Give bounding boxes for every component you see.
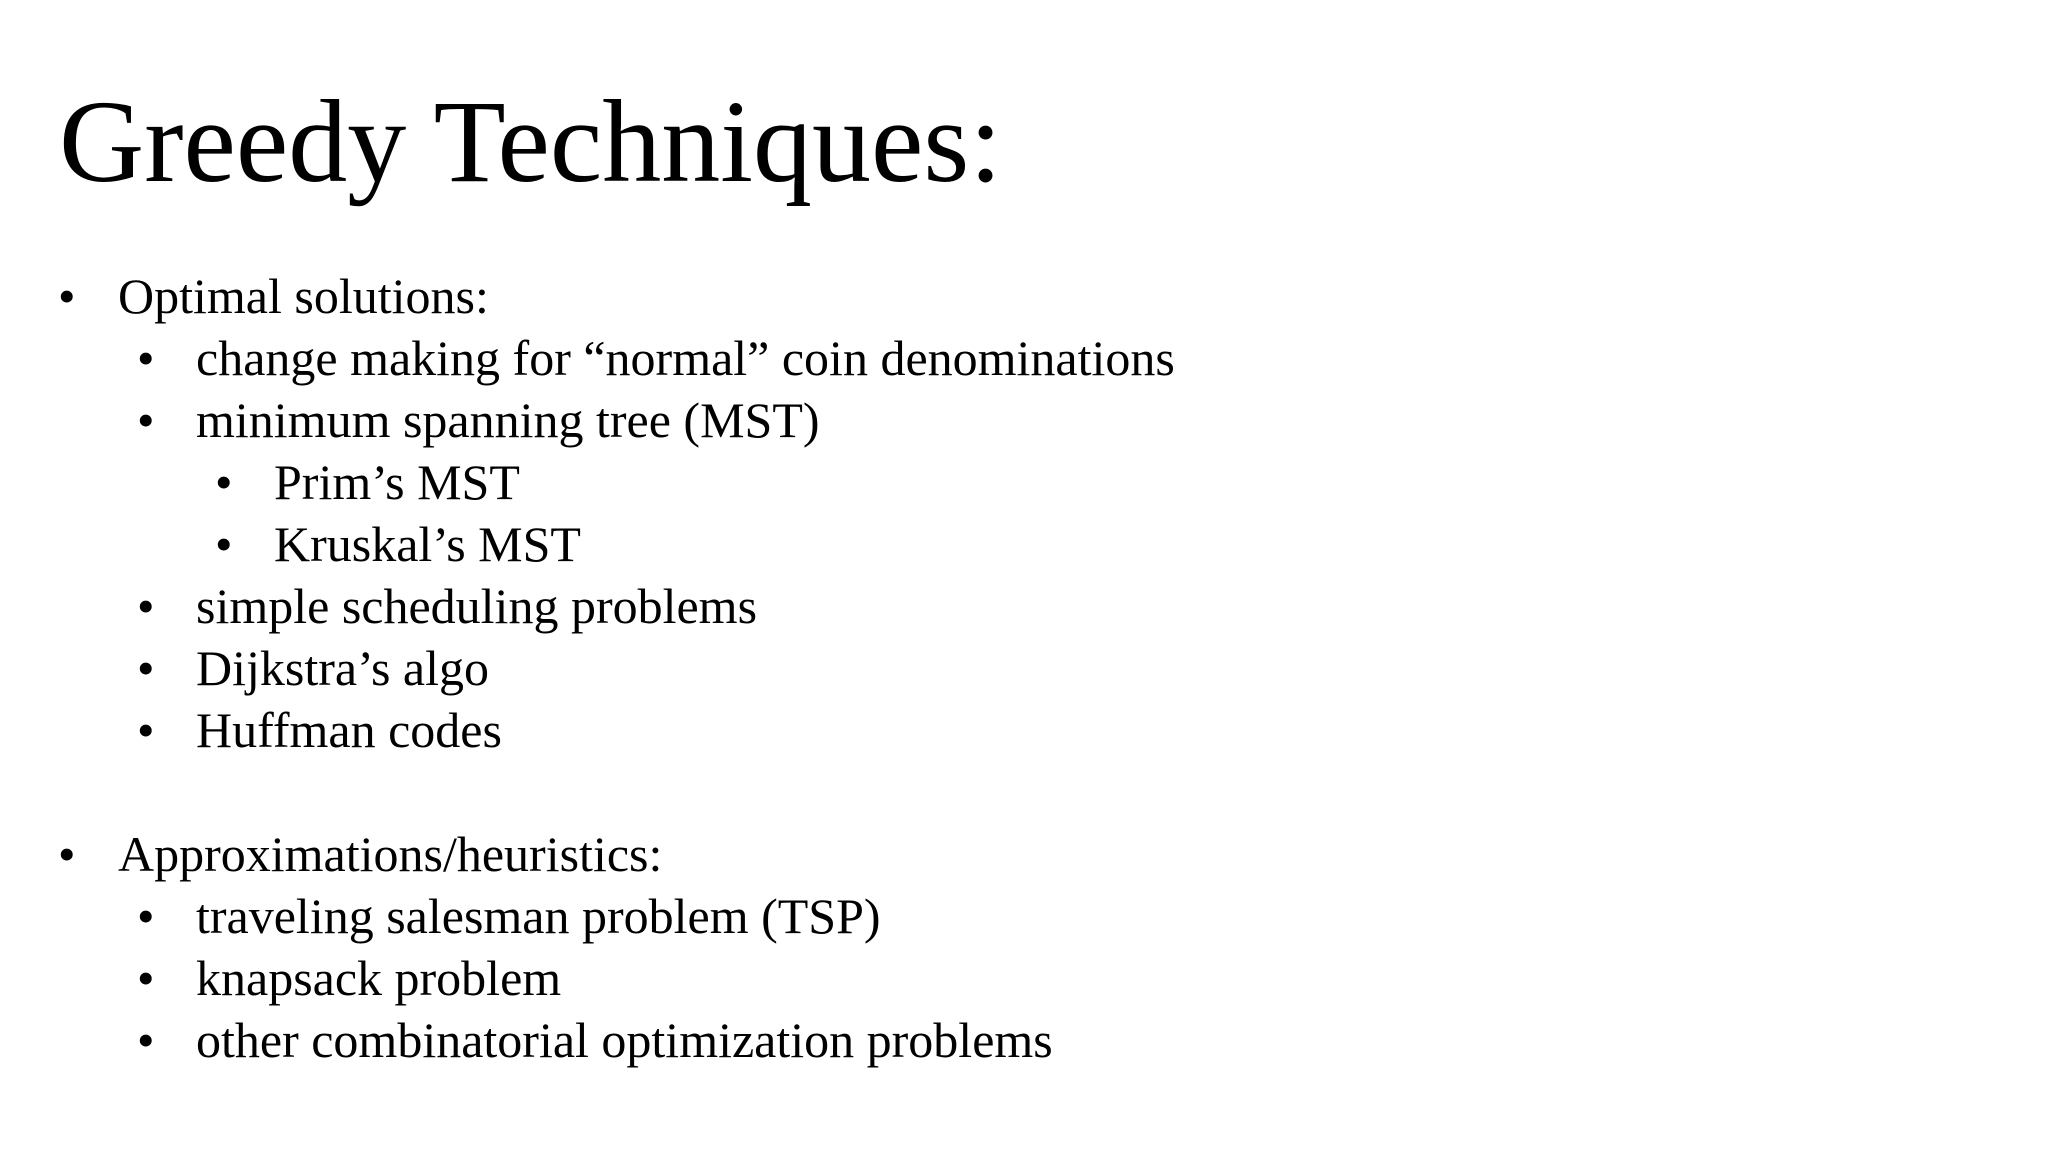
bullet-icon: • [58,826,76,882]
sub-list-item [0,451,2048,513]
list-item [0,389,2048,451]
bullet-icon: • [137,330,155,386]
slide-title: Greedy Techniques: [59,76,1003,207]
bullet-icon: • [215,454,233,510]
list-item-label: simple scheduling problems [196,578,758,634]
bullet-icon: • [215,516,233,572]
bullet-icon: • [137,392,155,448]
list-item-label: change making for “normal” coin denominations [196,330,1175,386]
sub-list-item [0,513,2048,575]
list-item [0,1009,2048,1071]
bullet-icon: • [137,888,155,944]
list-item-label: Dijkstra’s algo [196,640,490,696]
list-item [0,885,2048,947]
section-heading-label: Optimal solutions: [118,268,489,324]
bullet-icon: • [58,268,76,324]
list-item [0,637,2048,699]
section-heading-optimal [0,265,2048,327]
section-spacer [0,761,2048,823]
list-item [0,575,2048,637]
sub-list-item-label: Prim’s MST [274,454,520,510]
slide-body [0,265,2048,1071]
list-item-label: other combinatorial optimization problems [196,1012,1053,1068]
section-heading-approximations [0,823,2048,885]
bullet-icon: • [137,950,155,1006]
sub-list-item-label: Kruskal’s MST [274,516,581,572]
bullet-icon: • [137,578,155,634]
list-item-label: Huffman codes [196,702,502,758]
list-item-label: minimum spanning tree (MST) [196,392,820,448]
bullet-icon: • [137,1012,155,1068]
section-heading-label: Approximations/heuristics: [118,826,663,882]
list-item [0,327,2048,389]
list-item [0,699,2048,761]
list-item-label: knapsack problem [196,950,562,1006]
bullet-icon: • [137,702,155,758]
list-item-label: traveling salesman problem (TSP) [196,888,881,944]
bullet-icon: • [137,640,155,696]
list-item [0,947,2048,1009]
